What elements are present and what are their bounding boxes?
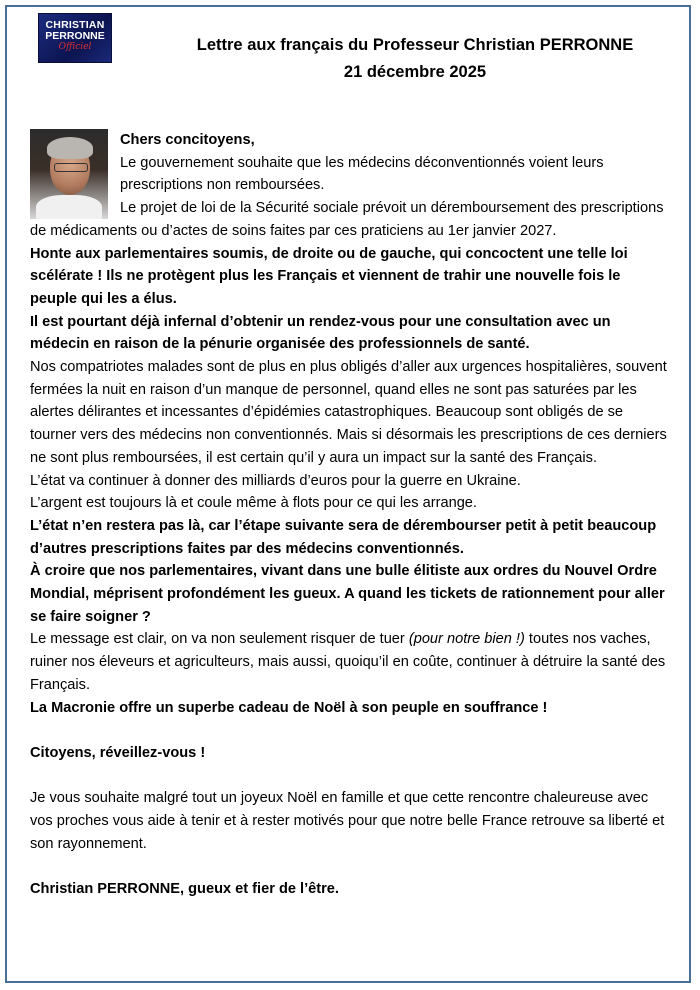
paragraph: L’argent est toujours là et coule même à flots pour ce qui les arrange. <box>30 495 477 512</box>
logo <box>39 14 111 62</box>
title-line1: Lettre aux français du Professeur Christian PERRONNE <box>196 36 634 54</box>
signature: Christian PERRONNE, gueux et fier de l’être. <box>30 881 339 898</box>
paragraph <box>30 628 670 696</box>
paragraph: Je vous souhaite malgré tout un joyeux Noël en famille et que cette rencontre chaleureuse avec vos proches vous aide à tenir et à rester motivés pour que notre belle France retrouve sa liberté et son rayonnement. <box>30 790 665 852</box>
logo-line1: CHRISTIAN <box>45 19 105 31</box>
paragraph <box>30 197 670 242</box>
paragraph-bold: À croire que nos parlementaires, vivant dans une bulle élitiste aux ordres du Nouvel Ordre Mondial, méprisent profondément les gueux. A quand les tickets de rationnement pour aller se faire soigner ? <box>30 563 665 625</box>
paragraph: L’état va continuer à donner des milliards d’euros pour la guerre en Ukraine. <box>30 472 521 489</box>
paragraph: Nos compatriotes malades sont de plus en plus obligés d’aller aux urgences hospitalières, souvent fermées la nuit en raison d’un manque de personnel, quand elles ne sont pas saturées par les alertes délirantes et incessantes d’épidémies catastrophiques. Beaucoup sont obligés de se tourner vers des médecins non conventionnés. Mais si désormais les prescriptions de ces derniers ne sont plus remboursées, il est certain qu’il y aura un impact sur la santé des Français. <box>30 359 667 466</box>
paragraph-text: toutes nos vaches, ruiner nos éleveurs et agriculteurs, mais aussi, quoiqu’il en coûte, continuer à détruire la santé des Français. <box>30 631 666 693</box>
page-title <box>140 32 690 86</box>
paragraph-bold: L’état n’en restera pas là, car l’étape suivante sera de dérembourser petit à petit beaucoup d’autres prescriptions faites par des médecins conventionnés. <box>30 517 657 557</box>
paragraph-text: Le projet de loi de la Sécurité sociale prévoit un déremboursement des prescriptions de médicaments ou d’actes de soins faites par ces praticiens au 1er janvier 2027. <box>30 200 664 239</box>
call-to-action: Citoyens, réveillez-vous ! <box>30 744 206 761</box>
paragraph-text: Le message est clair, on va non seulement risquer de tuer <box>30 631 409 648</box>
paragraph-bold: La Macronie offre un superbe cadeau de Noël à son peuple en souffrance ! <box>30 699 548 716</box>
greeting: Chers concitoyens, <box>120 132 255 148</box>
paragraph: Le gouvernement souhaite que les médecins déconventionnés voient leurs prescriptions non remboursées. <box>120 154 604 194</box>
paragraph-bold: Honte aux parlementaires soumis, de droite ou de gauche, qui concoctent une telle loi scélérate ! Ils ne protègent plus les Français et viennent de trahir une nouvelle fois le peuple qui les a élus. <box>30 245 628 307</box>
paragraph-bold: Il est pourtant déjà infernal d’obtenir un rendez-vous pour une consultation avec un médecin en raison de la pénurie organisée des professionnels de santé. <box>30 313 611 353</box>
title-date: 21 décembre 2025 <box>343 63 487 81</box>
letter-body <box>30 129 670 901</box>
paragraph-italic: (pour notre bien !) <box>408 631 525 648</box>
logo-line2: PERRONNE <box>45 30 105 42</box>
logo-line3: Officiel <box>58 42 92 52</box>
